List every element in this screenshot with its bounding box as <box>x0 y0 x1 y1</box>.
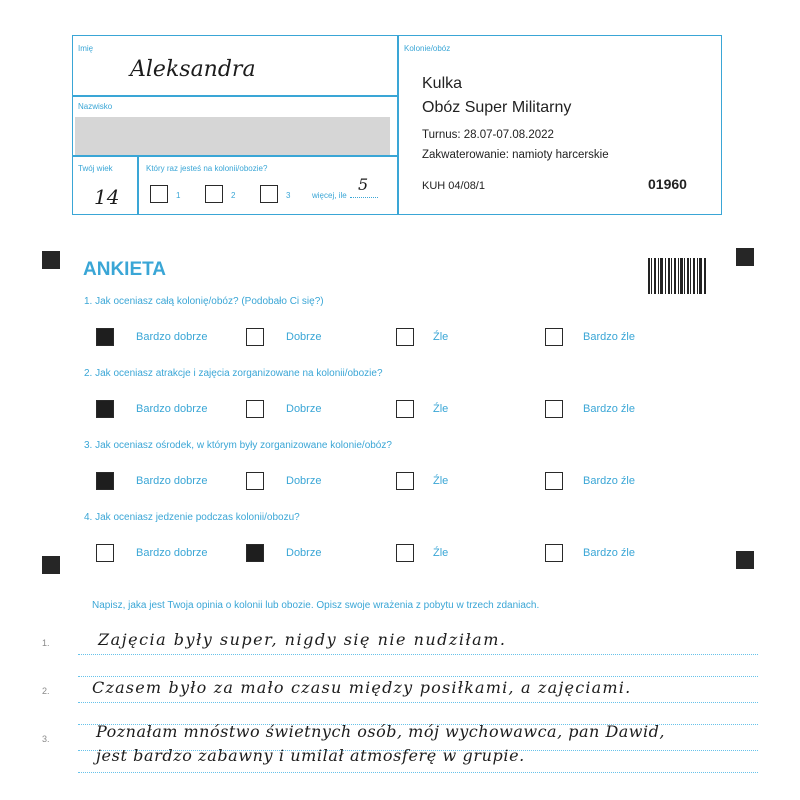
question-3-text: 3. Jak oceniasz ośrodek, w którym były zorganizowane kolonie/obóz? <box>84 440 392 451</box>
question-3-option-3-label: Źle <box>433 475 449 487</box>
question-1-text: 1. Jak oceniasz całą kolonię/obóz? (Podobało Ci się?) <box>84 296 324 307</box>
times-option-2-label: 2 <box>231 191 236 200</box>
question-3-option-4-checkbox[interactable] <box>545 472 563 490</box>
name-label: Imię <box>78 44 94 53</box>
survey-title: ANKIETA <box>83 259 167 280</box>
times-option-1-label: 1 <box>176 191 181 200</box>
question-4-option-3-label: Źle <box>433 547 449 559</box>
opinion-line-1: Zajęcia były super, nigdy się nie nudziłam. <box>98 630 507 649</box>
opinion-prompt: Napisz, jaka jest Twoja opinia o kolonii lub obozie. Opisz swoje wrażenia z pobytu w trzech zdaniach. <box>92 600 540 611</box>
question-2-option-3-checkbox[interactable] <box>396 400 414 418</box>
camp-accommodation: Zakwaterowanie: namioty harcerskie <box>422 149 609 161</box>
line-number-2: 2. <box>42 686 50 696</box>
question-3-option-1-checkbox[interactable] <box>96 472 114 490</box>
header-form <box>72 35 722 215</box>
question-3-option-4-label: Bardzo źle <box>583 475 635 487</box>
question-2-option-4-checkbox[interactable] <box>545 400 563 418</box>
times-option-3-checkbox[interactable] <box>260 185 278 203</box>
name-value: Aleksandra <box>130 57 256 82</box>
camp-title: Obóz Super Militarny <box>422 99 572 116</box>
surname-redaction <box>75 117 390 155</box>
question-4-option-4-checkbox[interactable] <box>545 544 563 562</box>
question-4-option-3-checkbox[interactable] <box>396 544 414 562</box>
opinion-line-4: jest bardzo zabawny i umilał atmosferę w grupie. <box>96 746 525 765</box>
question-2-option-4-label: Bardzo źle <box>583 403 635 415</box>
barcode-icon <box>648 258 706 294</box>
times-more-value: 5 <box>358 175 369 194</box>
question-1-option-3-checkbox[interactable] <box>396 328 414 346</box>
times-option-1-checkbox[interactable] <box>150 185 168 203</box>
question-2-option-1-label: Bardzo dobrze <box>136 403 208 415</box>
registration-marker-top-right <box>736 248 754 266</box>
question-4-option-2-label: Dobrze <box>286 547 322 559</box>
registration-marker-bottom-left <box>42 556 60 574</box>
camp-code: KUH 04/08/1 <box>422 180 485 192</box>
line-number-3: 3. <box>42 734 50 744</box>
question-4-option-1-checkbox[interactable] <box>96 544 114 562</box>
question-3-option-3-checkbox[interactable] <box>396 472 414 490</box>
camp-turnus: Turnus: 28.07-07.08.2022 <box>422 129 554 141</box>
opinion-line-3: Poznałam mnóstwo świetnych osób, mój wychowawca, pan Dawid, <box>96 722 665 741</box>
question-2-option-1-checkbox[interactable] <box>96 400 114 418</box>
surname-label: Nazwisko <box>78 102 113 111</box>
question-3-option-2-label: Dobrze <box>286 475 322 487</box>
question-4-option-4-label: Bardzo źle <box>583 547 635 559</box>
opinion-line-2: Czasem było za mało czasu między posiłkami, a zajęciami. <box>92 678 632 697</box>
times-option-3-label: 3 <box>286 191 291 200</box>
question-2-text: 2. Jak oceniasz atrakcje i zajęcia zorganizowane na kolonii/obozie? <box>84 368 383 379</box>
question-3-option-1-label: Bardzo dobrze <box>136 475 208 487</box>
camp-label: Kolonie/obóz <box>404 44 451 53</box>
question-4-option-1-label: Bardzo dobrze <box>136 547 208 559</box>
question-2-option-2-label: Dobrze <box>286 403 322 415</box>
question-4-option-2-checkbox[interactable] <box>246 544 264 562</box>
camp-name: Kulka <box>422 75 463 92</box>
question-4-text: 4. Jak oceniasz jedzenie podczas kolonii/obozu? <box>84 512 300 523</box>
question-3-option-2-checkbox[interactable] <box>246 472 264 490</box>
age-label: Twój wiek <box>78 164 113 173</box>
times-more-label: więcej, ile <box>312 191 347 200</box>
registration-marker-top-left <box>42 251 60 269</box>
question-2-option-3-label: Źle <box>433 403 449 415</box>
times-label: Który raz jesteś na kolonii/obozie? <box>146 164 268 173</box>
question-1-option-1-label: Bardzo dobrze <box>136 331 208 343</box>
question-1-option-2-label: Dobrze <box>286 331 322 343</box>
line-number-1: 1. <box>42 638 50 648</box>
question-2-option-2-checkbox[interactable] <box>246 400 264 418</box>
question-1-option-1-checkbox[interactable] <box>96 328 114 346</box>
age-value: 14 <box>94 185 120 209</box>
question-1-option-3-label: Źle <box>433 331 449 343</box>
question-1-option-4-checkbox[interactable] <box>545 328 563 346</box>
question-1-option-4-label: Bardzo źle <box>583 331 635 343</box>
question-1-option-2-checkbox[interactable] <box>246 328 264 346</box>
camp-number: 01960 <box>648 176 687 192</box>
registration-marker-bottom-right <box>736 551 754 569</box>
times-option-2-checkbox[interactable] <box>205 185 223 203</box>
